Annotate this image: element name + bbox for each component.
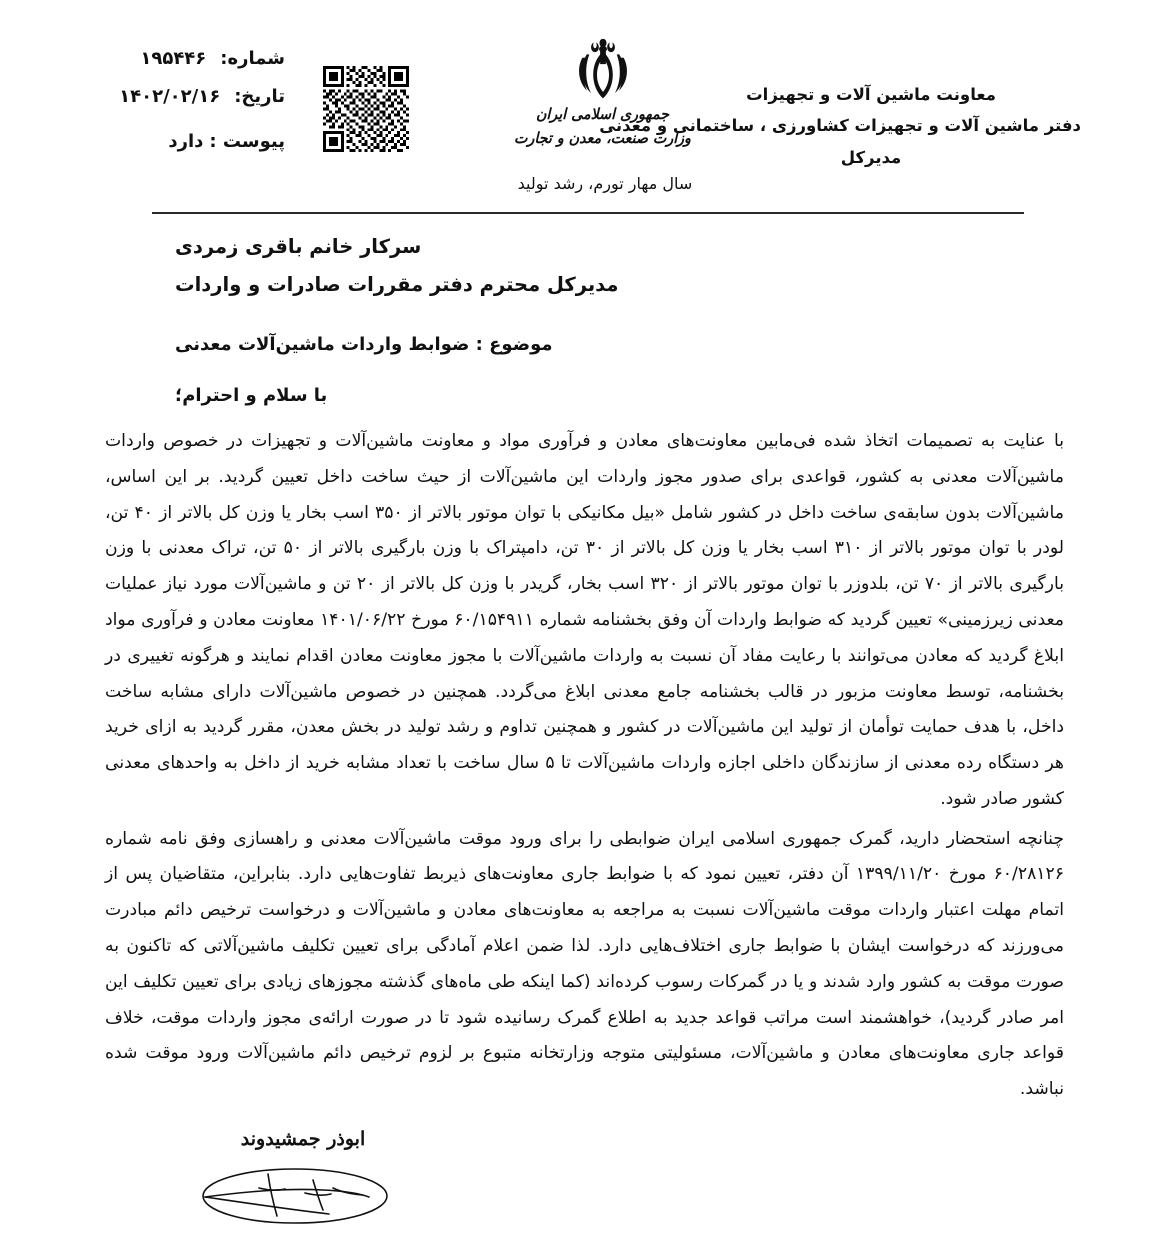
letter-number-label: شماره: [220, 48, 285, 69]
signer-name: ابوذر جمشیدوند [240, 1128, 366, 1150]
letter-date-value: ۱۴۰۲/۰۲/۱۶ [119, 86, 221, 107]
letter-number-value: ۱۹۵۴۴۶ [140, 48, 207, 69]
addressee-block [97, 228, 1074, 304]
letter-attachment-label: پیوست : [209, 131, 285, 152]
department-line-2: دفتر ماشین آلات و تجهیزات کشاورزی ، ساختمانی و معدنی [599, 116, 1081, 136]
paragraph-2: چنانچه استحضار دارید، گمرک جمهوری اسلامی ایران ضوابطی را برای ورود موقت ماشین‌آلات معدنی و راهسازی وفق نامه شماره ۶۰/۲۸۱۲۶ مورخ ۱۳۹۹/۱۱/۲۰ آن دفتر، تعیین نمود که با ضوابط جاری معاونت‌های ذیربط تفاوت‌هایی دارد. بنابراین، متقاضیان پس از اتمام مهلت اعتبار واردات موقت ماشین‌آلات نسبت به مراجعه به معاونت‌های معادن و ماشین‌آلات و درخواست ترخیص دائم مبادرت می‌ورزند که درخواست ایشان با ضوابط جاری اختلاف‌هایی دارد. لذا ضمن اعلام آمادگی برای تعیین تکلیف ماشین‌آلاتی که تاکنون به صورت موقت به کشور وارد شدند و یا در گمرکات رسوب کرده‌اند (کما اینکه طی ماه‌های گذشته مجوزهای زیادی برای تعیین تکلیف این امر صادر گردید)، خواهشمند است مراتب قواعد جدید به اطلاع گمرک رسانیده شود تا در صورت ارائه‌ی مجوز واردات موقت، خلاف قواعد جاری معاونت‌های معادن و ماشین‌آلات، مسئولیتی متوجه وزارتخانه متبوع بر لزوم ترخیص دائم ماشین‌آلات ورود موقت شده نباشد. [105, 828, 1064, 1100]
letter-attachment-value: دارد [168, 131, 204, 152]
letter-meta-block [90, 48, 285, 169]
letter-number-row [90, 48, 285, 69]
signature-mark-icon [173, 1144, 433, 1234]
ministry-name: وزارت صنعت، معدن و تجارت [514, 128, 691, 147]
letter-header [0, 24, 1171, 199]
letter-salutation: با سلام و احترام؛ [175, 385, 328, 407]
department-line-1: معاونت ماشین آلات و تجهیزات [746, 85, 996, 104]
letter-date-row [90, 86, 285, 107]
department-line-3: مدیرکل [840, 147, 902, 167]
iran-national-emblem-icon [568, 36, 638, 102]
signature-block [168, 1128, 438, 1234]
letter-subject: موضوع : ضوابط واردات ماشین‌آلات معدنی [175, 334, 553, 356]
qr-code-icon [323, 66, 409, 152]
letter-date-label: تاریخ: [234, 86, 285, 107]
header-divider [152, 212, 1024, 214]
letter-body [97, 228, 1074, 1108]
letter-attachment-row [90, 131, 285, 152]
year-slogan: سال مهار تورم، رشد تولید [517, 174, 693, 193]
letter-paragraphs [97, 424, 1074, 1108]
addressee-title: مدیرکل محترم دفتر مقررات صادرات و واردات [175, 273, 619, 297]
addressee-name: سرکار خانم باقری زمردی [175, 235, 422, 258]
paragraph-1: با عنایت به تصمیمات اتخاذ شده فی‌مابین معاونت‌های معادن و فرآوری مواد و معاونت ماشین‌آلات و تجهیزات در خصوص واردات ماشین‌آلات معدنی به کشور، قواعدی برای صدور مجوز واردات این ماشین‌آلات از حیث ساخت داخل تعیین گردید. بر این اساس، ماشین‌آلات بدون سابقه‌ی ساخت داخل در کشور شامل «بیل مکانیکی با توان موتور بالاتر از ۳۵۰ اسب بخار یا وزن کل بالاتر از ۴۰ تن، لودر با توان موتور بالاتر از ۳۱۰ اسب بخار یا وزن کل بالاتر از ۳۰ تن، دامپتراک با وزن بارگیری بالاتر از ۵۰ تن، تراک معدنی با وزن بارگیری بالاتر از ۷۰ تن، بلدوزر با توان موتور بالاتر از ۳۲۰ اسب بخار، گریدر با وزن کل بالاتر از ۲۰ تن و ماشین‌آلات مورد نیاز عملیات معدنی زیرزمینی» تعیین گردید که ضوابط واردات آن وفق بخشنامه شماره ۶۰/۱۵۴۹۱۱ مورخ ۱۴۰۱/۰۶/۲۲ معاونت معادن و فرآوری مواد ابلاغ گردید که معادن می‌توانند با رعایت مفاد آن نسبت به واردات ماشین‌آلات با مجوز معاونت معادن اقدام نمایند و هرگونه تغییری در بخشنامه، توسط معاونت مزبور در قالب بخشنامه جامع معدنی ابلاغ می‌گردد. همچنین در خصوص ماشین‌آلات دارای مشابه ساخت داخل، با هدف حمایت توأمان از تولید این ماشین‌آلات در کشور و همچنین تداوم و رشد تولید در بخش معدن، مقرر گردید به ازای خرید هر دستگاه رده معدنی از سازندگان داخلی اجازه واردات ماشین‌آلات تا ۵ سال ساخت با تعداد مشابه خرید از داخل به واحدهای معدنی کشور صادر شود. [105, 431, 1064, 809]
country-name: جمهوری اسلامی ایران [535, 105, 670, 123]
